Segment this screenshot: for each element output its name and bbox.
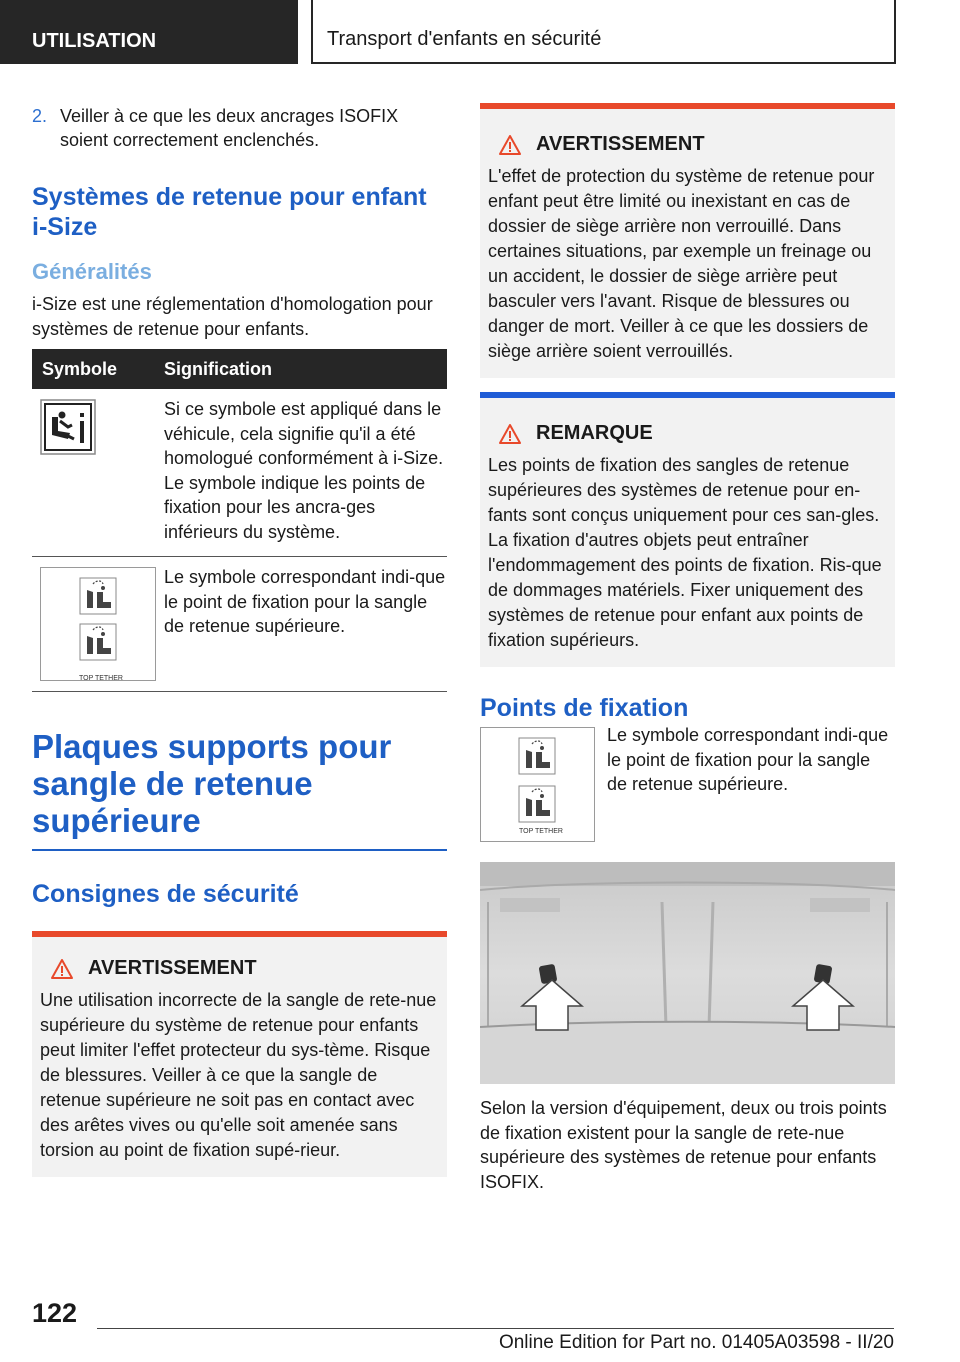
points-text: Le symbole correspondant indi-que le point de fixation pour la sangle de retenue supérieure.: [607, 725, 889, 794]
warning-text: L'effet de protection du système de retenue pour enfant peut être limité ou inexistant en cas de dossier de siège arrière non verrouillé. Dans certaines situations, par exemple un freinage ou un accident, le dossier de siège arrière peut basculer vers l'avant. Risque de blessures ou danger de mort. Veiller à ce que les dossiers de siège arrière soient verrouillés.: [488, 166, 875, 361]
heading-points: Points de fixation: [480, 694, 689, 722]
page-number: 122: [32, 1298, 78, 1328]
warning-box: [480, 103, 895, 378]
top-tether-icon-frame: [480, 727, 595, 842]
warning-title: AVERTISSEMENT: [536, 133, 705, 155]
chapter-title: Transport d'enfants en sécurité: [311, 0, 896, 64]
left-column: [32, 100, 447, 1177]
warning-triangle-icon: [498, 423, 522, 445]
top-tether-caption: TOP TETHER: [519, 828, 563, 835]
photo-caption: Selon la version d'équipement, deux ou trois points de fixation existent pour la sangle de rete-nue supérieure des systèmes de retenue pour enfants ISOFIX.: [480, 1098, 887, 1192]
heading-plates: Plaques supports pour sangle de retenue supérieure: [32, 728, 392, 839]
top-tether-anchor-icon: [481, 728, 596, 843]
warning-text: Une utilisation incorrecte de la sangle de rete-nue supérieure du système de retenue pour enfants peut limiter l'effet protecteur du sys-tème. Risque de blessures. Veiller à ce que la sangle de retenue supérieure ne soit pas en contact avec des arêtes vives ou qu'elle soit amenée sans torsion au point de fixation supé-rieur.: [40, 990, 437, 1160]
warning-box: [32, 931, 447, 1177]
isize-child-seat-icon: [40, 399, 96, 455]
warning-triangle-icon: [50, 958, 74, 980]
warning-triangle-icon: [498, 134, 522, 156]
top-tether-caption: TOP TETHER: [79, 675, 123, 682]
heading-isize: Systèmes de retenue pour enfant i-Size: [32, 183, 427, 241]
points-block: [480, 727, 895, 842]
heading-underline: [32, 849, 447, 851]
note-box: [480, 392, 895, 667]
step-number: 2.: [32, 106, 48, 126]
col-header-symbol: Symbole: [32, 349, 156, 389]
note-text: Les points de fixation des sangles de retenue supérieures des systèmes de retenue pour en-fants sont conçus uniquement pour ces san-gles. La fixation d'autres objets peut entraîner l'endommagement des points de fixation. Ris-que de dommages matériels. Fixer uniquement des systèmes de retenue pour enfant aux points de fixation supérieurs.: [488, 455, 882, 650]
page-header: [0, 0, 960, 66]
step-item: [32, 104, 447, 152]
col-header-meaning: Signification: [156, 349, 447, 389]
top-tether-icon-frame: [40, 567, 156, 681]
top-tether-anchor-icon: [41, 568, 157, 682]
note-title: REMARQUE: [536, 422, 653, 444]
symbol-table: [32, 349, 447, 692]
edition-text: Online Edition for Part no. 01405A03598 - II/20: [498, 1332, 894, 1353]
section-tab: UTILISATION: [0, 0, 298, 64]
footer-divider: [97, 1328, 894, 1329]
heading-safety: Consignes de sécurité: [32, 880, 299, 908]
right-column: [480, 103, 895, 1194]
row1-meaning: Si ce symbole est appliqué dans le véhicule, cela signifie qu'il a été homologué conformément à i-Size. Le symbole indique les points de fixation pour les ancra-ges inférieurs du système.: [156, 389, 447, 557]
trunk-anchor-photo: [480, 862, 895, 1084]
warning-title: AVERTISSEMENT: [88, 957, 257, 979]
step-text: Veiller à ce que les deux ancrages ISOFIX soient correctement enclenchés.: [60, 106, 399, 150]
row2-meaning: Le symbole correspondant indi-que le point de fixation pour la sangle de retenue supérieure.: [156, 557, 447, 692]
general-paragraph: i-Size est une réglementation d'homologation pour systèmes de retenue pour enfants.: [32, 294, 433, 339]
table-row: [32, 389, 447, 557]
heading-general: Généralités: [32, 259, 152, 284]
table-row: [32, 557, 447, 692]
